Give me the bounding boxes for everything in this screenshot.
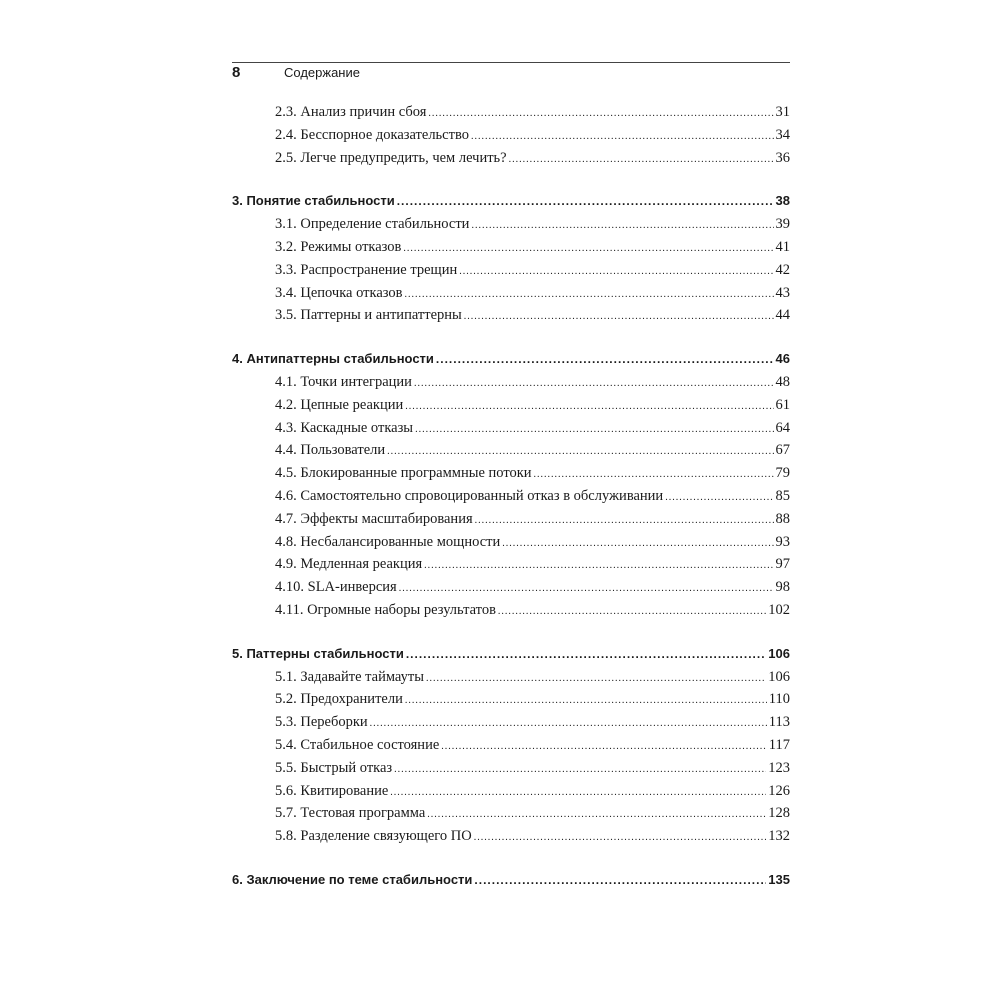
dot-leader — [415, 420, 773, 437]
dot-leader — [471, 216, 773, 233]
toc-entry[interactable] — [232, 828, 790, 851]
dot-leader — [405, 285, 774, 302]
dot-leader — [424, 556, 773, 573]
toc-entry[interactable] — [232, 374, 790, 397]
chapter-gap — [232, 330, 790, 351]
toc-entry[interactable] — [232, 397, 790, 420]
dot-leader — [387, 442, 773, 459]
toc-entry-label: 4.1. Точки интеграции — [275, 373, 412, 390]
section-title: Содержание — [284, 65, 360, 80]
toc-chapter-3[interactable] — [232, 193, 790, 216]
toc-entry-label: 5.2. Предохранители — [275, 691, 403, 708]
dot-leader — [397, 193, 774, 208]
dot-leader — [509, 150, 774, 167]
chapter-gap — [232, 625, 790, 646]
dot-leader — [459, 262, 773, 279]
dot-leader — [498, 602, 766, 619]
toc-entry-page: 41 — [775, 238, 790, 255]
toc-entry[interactable] — [232, 714, 790, 737]
toc-entry-label: 5.8. Разделение связующего ПО — [275, 828, 472, 845]
dot-leader — [502, 534, 773, 551]
toc-entry-page: 34 — [775, 126, 790, 143]
toc-entry-label: 3.4. Цепочка отказов — [275, 284, 403, 301]
toc-entry-label: 2.3. Анализ причин сбоя — [275, 104, 427, 120]
toc-chapter-page: 38 — [775, 193, 790, 209]
toc-entry-page: 79 — [775, 465, 790, 482]
toc-entry-label: 4.10. SLA-инверсия — [275, 579, 397, 596]
toc-entry-label: 5.5. Быстрый отказ — [275, 759, 393, 776]
toc-entry-page: 67 — [775, 442, 790, 459]
toc-chapter-label: 6. Заключение по теме стабильности — [232, 871, 473, 887]
book-page — [232, 0, 790, 1000]
toc-entry-page: 31 — [775, 104, 790, 120]
toc-entry[interactable] — [232, 783, 790, 806]
dot-leader — [414, 374, 774, 391]
toc-entry-page: 44 — [775, 307, 790, 324]
toc-chapter-6[interactable] — [232, 872, 790, 895]
dot-leader — [403, 239, 773, 256]
toc-entry-page: 117 — [768, 736, 790, 753]
toc-chapter-page: 106 — [768, 645, 790, 661]
toc-entry-page: 97 — [775, 556, 790, 573]
toc-entry[interactable] — [232, 534, 790, 557]
dot-leader — [426, 669, 766, 686]
dot-leader — [370, 714, 767, 731]
toc-entry[interactable] — [232, 420, 790, 443]
toc-entry[interactable] — [232, 737, 790, 760]
toc-entry-page: 48 — [775, 373, 790, 390]
toc-chapter-5[interactable] — [232, 646, 790, 669]
dot-leader — [475, 511, 774, 528]
table-of-contents — [232, 104, 790, 895]
toc-chapter-label: 5. Паттерны стабильности — [232, 645, 404, 661]
toc-entry[interactable] — [232, 127, 790, 150]
toc-entry-page: 123 — [768, 759, 790, 776]
toc-entry-label: 3.3. Распространение трещин — [275, 261, 458, 278]
toc-entry-label: 5.7. Тестовая программа — [275, 805, 426, 822]
toc-entry-label: 2.5. Легче предупредить, чем лечить? — [275, 149, 507, 166]
toc-entry-label: 3.1. Определение стабильности — [275, 216, 470, 233]
toc-chapter-page: 46 — [775, 351, 790, 367]
toc-entry-page: 85 — [775, 487, 790, 504]
toc-chapter-label: 4. Антипаттерны стабильности — [232, 351, 434, 367]
toc-chapter-label: 3. Понятие стабильности — [232, 193, 395, 209]
toc-entry[interactable] — [232, 805, 790, 828]
toc-entry-page: 128 — [768, 805, 790, 822]
toc-entry[interactable] — [232, 556, 790, 579]
chapter-gap — [232, 172, 790, 193]
dot-leader — [665, 488, 773, 505]
page-number: 8 — [232, 64, 241, 81]
dot-leader — [534, 465, 774, 482]
dot-leader — [474, 828, 767, 845]
dot-leader — [471, 127, 774, 144]
toc-entry-label: 4.9. Медленная реакция — [275, 556, 423, 573]
toc-entry[interactable] — [232, 216, 790, 239]
toc-entry-label: 4.3. Каскадные отказы — [275, 419, 414, 436]
toc-entry-label: 4.2. Цепные реакции — [275, 396, 404, 413]
toc-entry-page: 98 — [775, 579, 790, 596]
toc-chapter-4[interactable] — [232, 351, 790, 374]
header-rule — [232, 62, 790, 63]
toc-entry-page: 110 — [768, 691, 790, 708]
toc-entry[interactable] — [232, 262, 790, 285]
toc-entry[interactable] — [232, 579, 790, 602]
toc-entry-page: 88 — [775, 510, 790, 527]
dot-leader — [406, 646, 766, 661]
toc-entry[interactable] — [232, 669, 790, 692]
toc-entry-label: 4.7. Эффекты масштабирования — [275, 510, 473, 527]
toc-entry-label: 4.11. Огромные наборы результатов — [275, 601, 496, 618]
toc-entry-page: 61 — [775, 396, 790, 413]
toc-entry-page: 113 — [768, 714, 790, 731]
toc-entry[interactable] — [232, 442, 790, 465]
toc-entry-label: 4.5. Блокированные программные потоки — [275, 465, 532, 482]
dot-leader — [441, 737, 767, 754]
toc-entry[interactable] — [232, 285, 790, 308]
toc-entry[interactable] — [232, 150, 790, 173]
toc-entry[interactable] — [232, 511, 790, 534]
toc-entry-label: 4.4. Пользователи — [275, 442, 386, 459]
running-head — [232, 64, 360, 86]
toc-entry-page: 106 — [768, 668, 790, 685]
dot-leader — [428, 104, 773, 121]
chapter-gap — [232, 851, 790, 872]
toc-entry-page: 42 — [775, 261, 790, 278]
dot-leader — [405, 691, 767, 708]
toc-entry-label: 5.3. Переборки — [275, 714, 368, 731]
dot-leader — [427, 805, 766, 822]
toc-entry[interactable] — [232, 104, 790, 127]
toc-chapter-page: 135 — [768, 871, 790, 887]
toc-entry-label: 2.4. Бесспорное доказательство — [275, 126, 469, 143]
toc-entry-label: 5.6. Квитирование — [275, 782, 389, 799]
dot-leader — [464, 307, 774, 324]
toc-entry-page: 102 — [768, 601, 790, 618]
toc-entry-page: 132 — [768, 828, 790, 845]
toc-entry-label: 5.1. Задавайте таймауты — [275, 668, 424, 685]
dot-leader — [399, 579, 774, 596]
toc-entry-page: 93 — [775, 533, 790, 550]
toc-entry-label: 5.4. Стабильное состояние — [275, 736, 440, 753]
toc-entry[interactable] — [232, 465, 790, 488]
toc-entry[interactable] — [232, 239, 790, 262]
toc-entry-label: 4.8. Несбалансированные мощности — [275, 533, 501, 550]
toc-entry-label: 4.6. Самостоятельно спровоцированный отказ в обслуживании — [275, 487, 664, 504]
dot-leader — [390, 783, 766, 800]
toc-entry[interactable] — [232, 691, 790, 714]
toc-entry-page: 64 — [775, 419, 790, 436]
dot-leader — [474, 872, 766, 887]
toc-entry[interactable] — [232, 760, 790, 783]
toc-entry-label: 3.2. Режимы отказов — [275, 238, 402, 255]
toc-entry[interactable] — [232, 307, 790, 330]
dot-leader — [405, 397, 773, 414]
toc-entry-page: 126 — [768, 782, 790, 799]
toc-entry-label: 3.5. Паттерны и антипаттерны — [275, 307, 462, 324]
dot-leader — [436, 351, 774, 366]
toc-entry[interactable] — [232, 602, 790, 625]
toc-entry-page: 39 — [775, 216, 790, 233]
toc-entry[interactable] — [232, 488, 790, 511]
dot-leader — [394, 760, 766, 777]
toc-entry-page: 43 — [775, 284, 790, 301]
toc-entry-page: 36 — [775, 149, 790, 166]
